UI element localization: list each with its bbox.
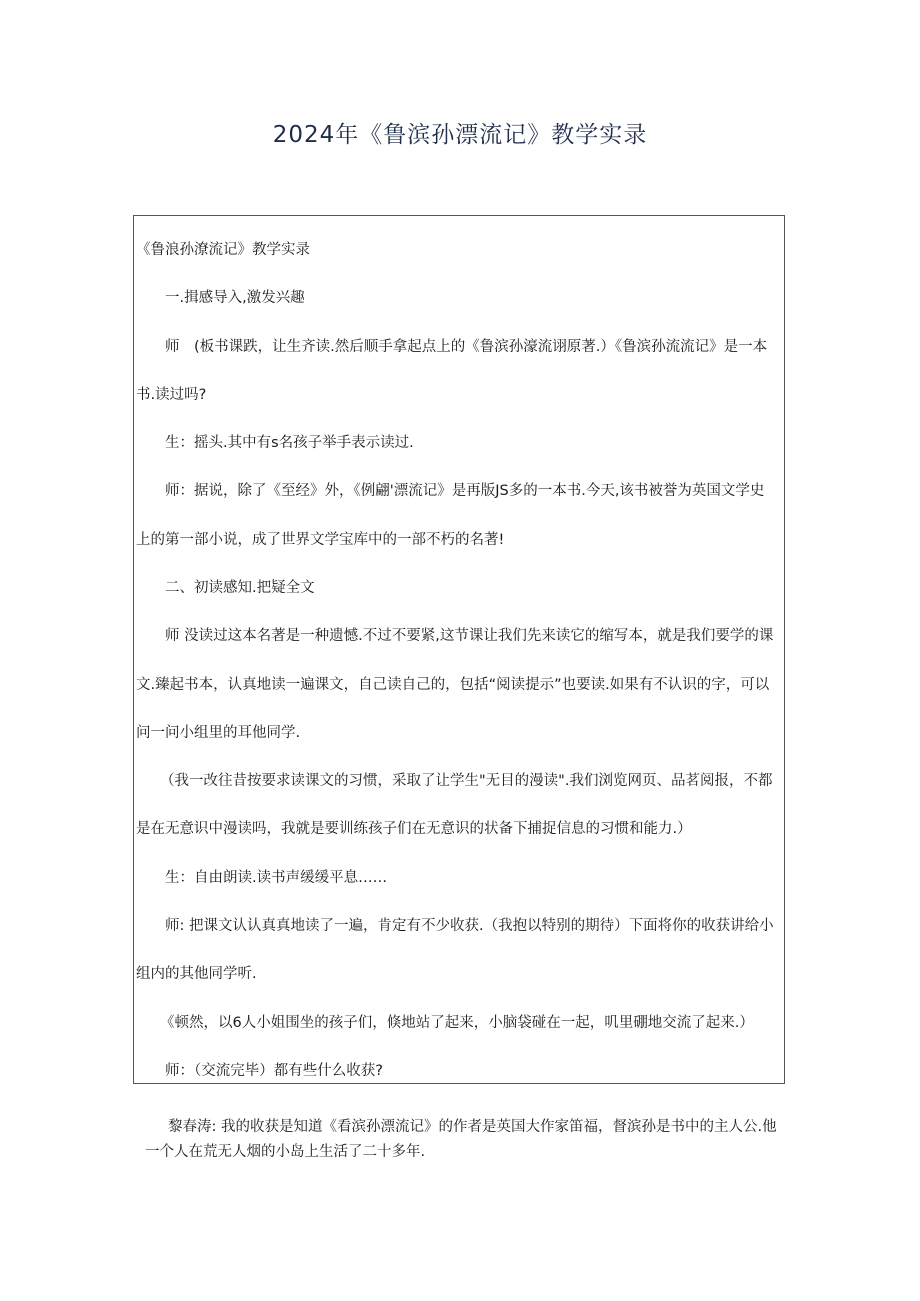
paragraph-line: 书.读过吗?	[136, 387, 207, 403]
paragraph-line: 组内的其他同学听.	[136, 966, 257, 982]
subheading: 一.揖感导入,激发兴趣	[165, 290, 305, 306]
paragraph-line: 师：（交流完毕）都有些什么收获?	[165, 1063, 383, 1079]
paragraph-line: 是在无意识中漫读吗，我就是要训练孩子们在无意识的状备下捕捉信息的习惯和能力.）	[136, 821, 692, 837]
paragraph-line: 生：摇头.其中有s名孩子举手表示读过.	[165, 435, 414, 451]
paragraph-line: 师：据说，除了《至经》外，《例翩'漂流记》是再版JS多的一本书.今天,该书被誉为英国文学史	[165, 483, 765, 499]
paragraph-line: 师 (板书课跌，让生齐读.然后顺手拿起点上的《鲁滨孙濠流诩原著.）《鲁滨孙流流记》是一本	[165, 339, 768, 355]
paragraph-line: 《顿然，以6人小姐围坐的孩子们，倏地站了起来，小脑袋碰在一起，叽里硼地交流了起来.）	[160, 1015, 754, 1031]
paragraph-line: （我一改往昔按要求读课文的习惯，采取了让学生"无目的漫读".我们浏览网页、品茗阅报，不都	[160, 773, 773, 789]
paragraph-line: 问一问小组里的耳他同学.	[136, 725, 301, 741]
paragraph-line: 上的第一部小说，成了世界文学宝库中的一部不朽的名著!	[136, 532, 505, 548]
paragraph-line: 文.臻起书本，认真地读一遍课文，自己读自己的，包括“阅读提示”也要读.如果有不认识的字，可以	[136, 677, 770, 693]
paragraph-line: 黎春涛: 我的收获是知道《看滨孙漂流记》的作者是英国大作家笛福，督滨孙是书中的主人公.他	[168, 1119, 777, 1135]
paragraph-line: 一个人在荒无人烟的小岛上生活了二十多年.	[145, 1144, 426, 1160]
paragraph-line: 师 没读过这本名著是一种遗憾.不过不要紧,这节课让我们先来读它的缩写本，就是我们要学的课	[165, 628, 774, 644]
paragraph-line: 生：自由朗读.读书声缓缓平息……	[165, 870, 388, 886]
document-title: 2024年《鲁滨孙漂流记》教学实录	[272, 122, 648, 148]
section-heading: 《鲁浪孙潦流记》教学实录	[136, 242, 310, 258]
paragraph-line: 师: 把课文认认真真地读了一遍，肯定有不少收获.（我抱以特别的期待）下面将你的收获讲给小	[165, 918, 774, 934]
subheading: 二、初读感知.把疑全文	[165, 580, 315, 596]
